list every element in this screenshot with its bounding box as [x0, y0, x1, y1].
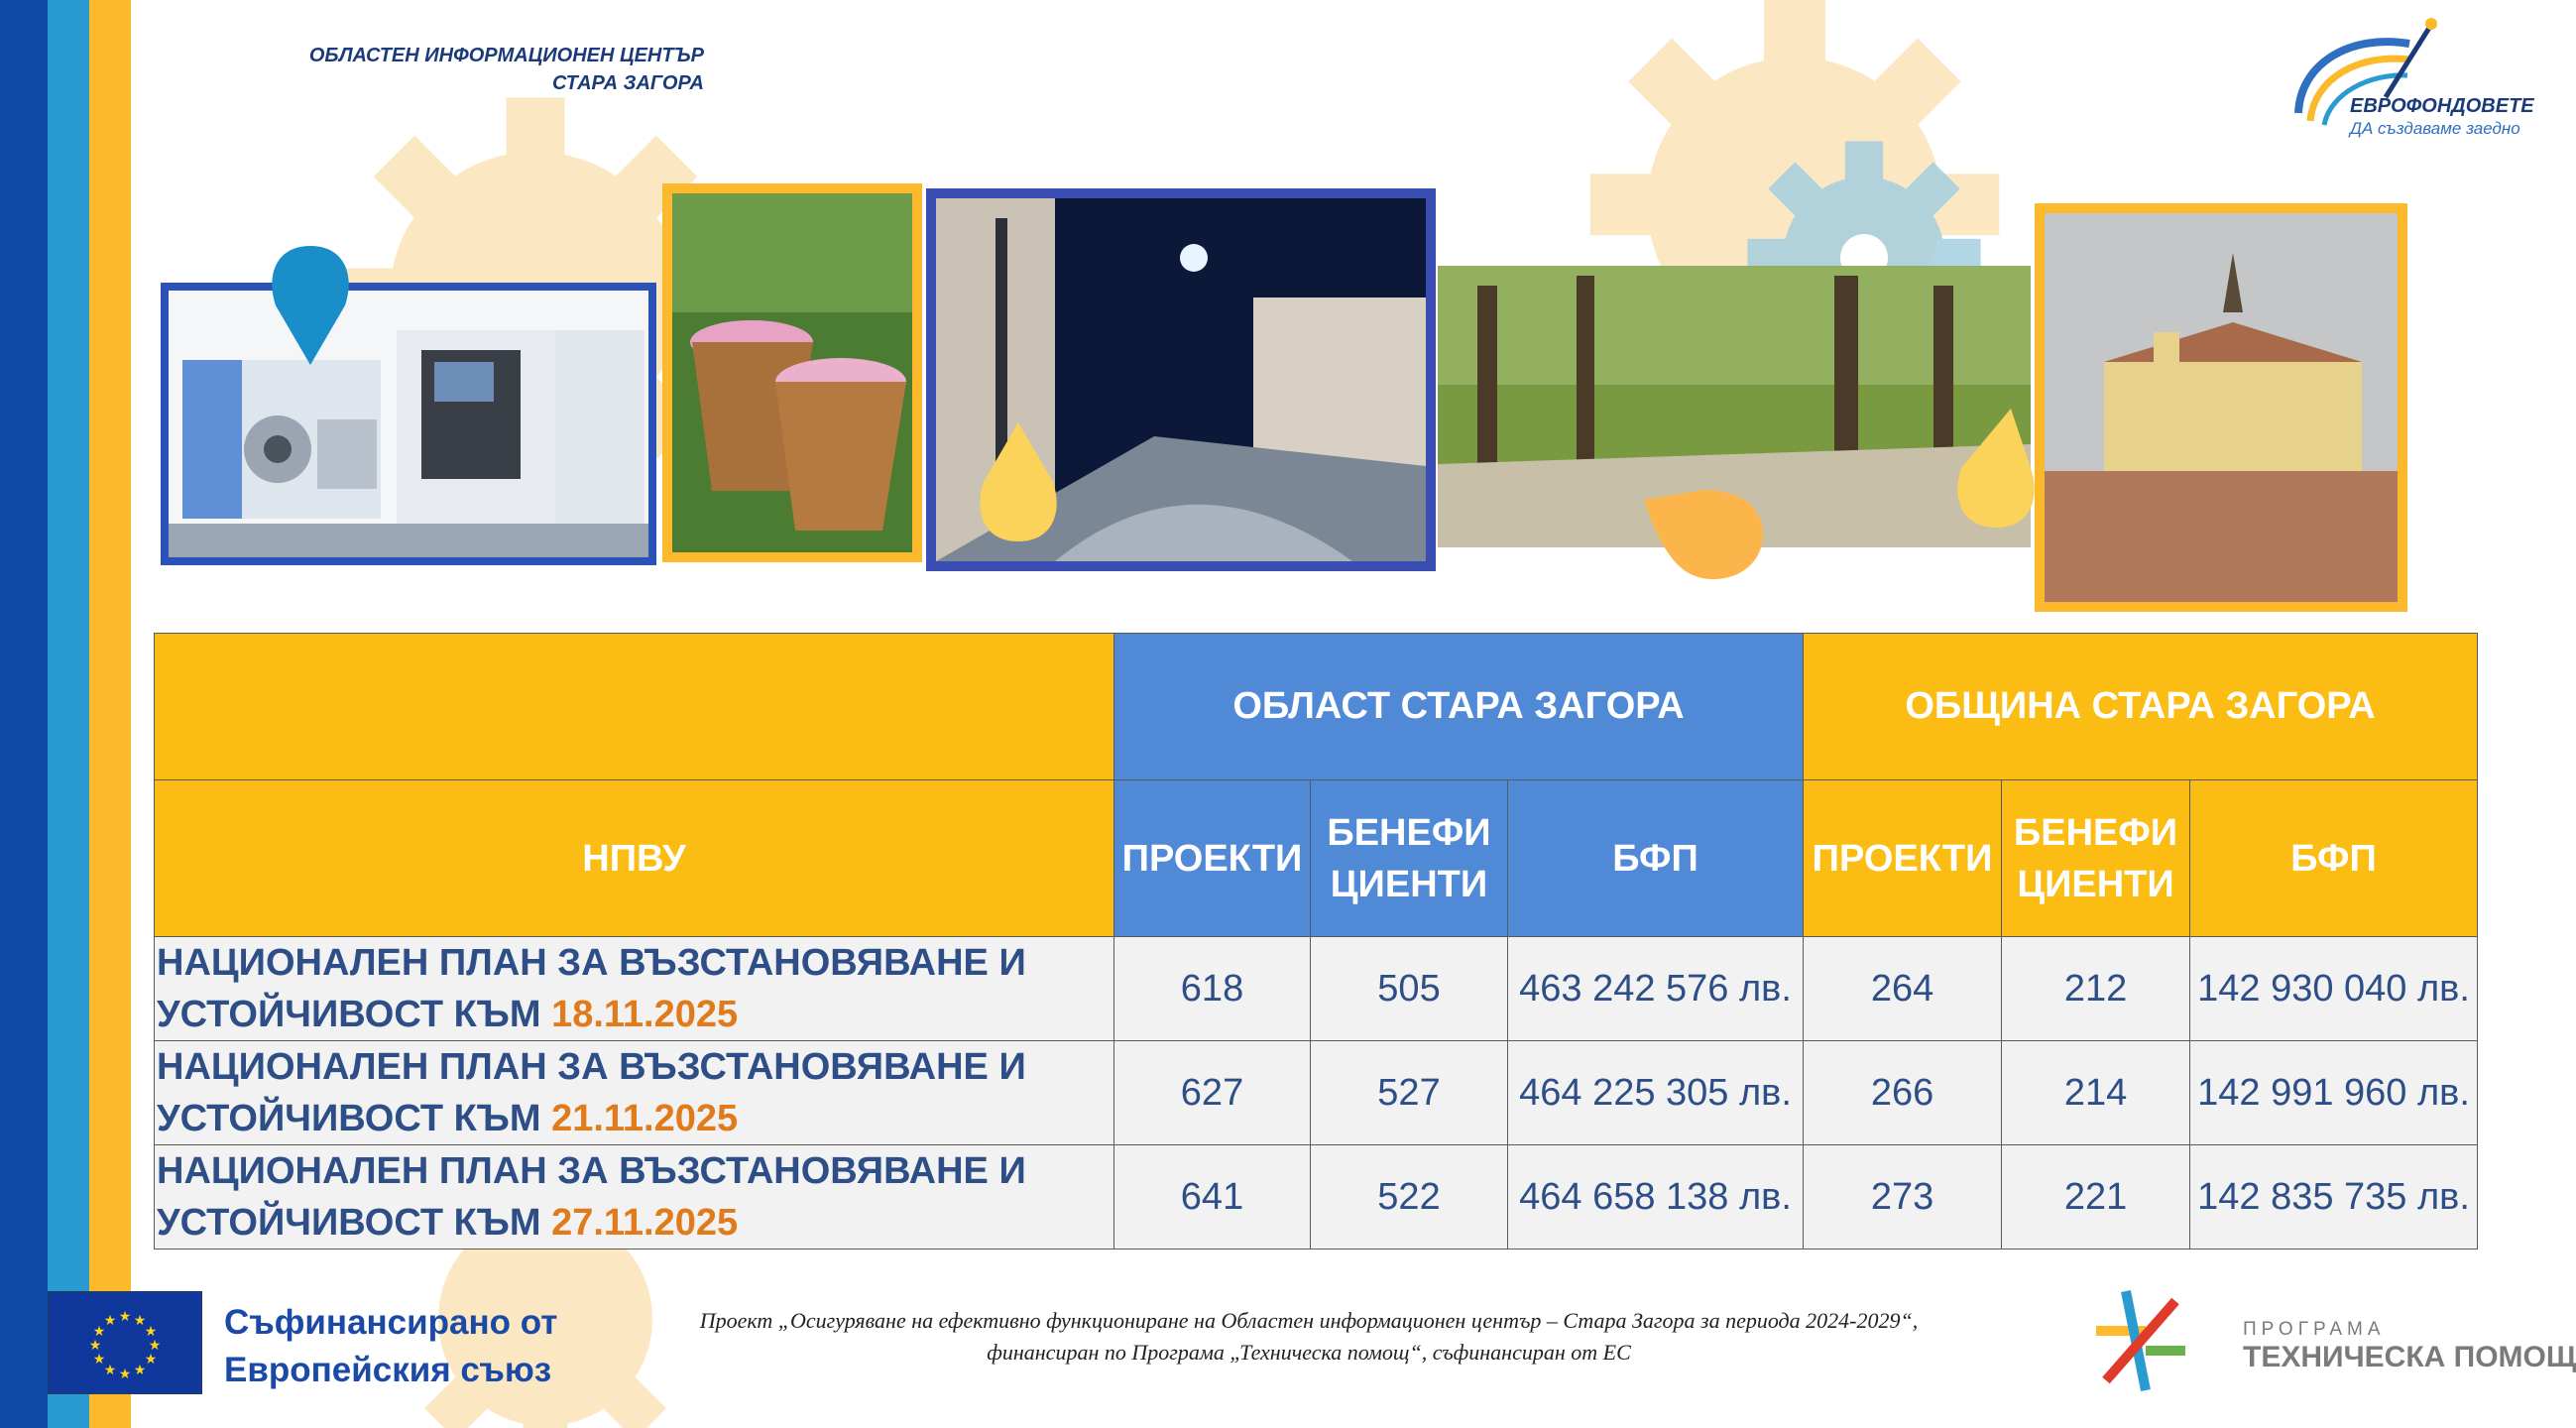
- row-date: 21.11.2025: [551, 1098, 739, 1139]
- municipality-bfp-value: 142 991 960 лв.: [2190, 1041, 2478, 1145]
- beneficiaries-header-part2: ЦИЕНТИ: [1330, 863, 1488, 905]
- row-name-line1: НАЦИОНАЛЕН ПЛАН ЗА ВЪЗСТАНОВЯВАНЕ И: [157, 1150, 1026, 1192]
- svg-text:★: ★: [103, 1363, 117, 1378]
- technical-assistance-logo-icon: [2086, 1281, 2195, 1398]
- municipality-projects-value: 266: [1804, 1041, 2002, 1145]
- drop-icon: [266, 246, 355, 365]
- org-title-line1: ОБЛАСТЕН ИНФОРМАЦИОНЕН ЦЕНТЪР: [308, 45, 704, 66]
- corner-cell: [155, 634, 1114, 780]
- municipality-projects-header: ПРОЕКТИ: [1804, 780, 2002, 937]
- svg-text:★: ★: [118, 1309, 132, 1325]
- row-name: [155, 937, 1114, 1041]
- program-label-line2: ТЕХНИЧЕСКА ПОМОЩ: [2243, 1341, 2576, 1373]
- region-group-header: ОБЛАСТ СТАРА ЗАГОРА: [1114, 634, 1804, 780]
- eu-label-line1: Съфинансирано от: [224, 1303, 558, 1342]
- row-name-line2: УСТОЙЧИВОСТ КЪМ: [157, 1202, 552, 1244]
- row-name-line2: УСТОЙЧИВОСТ КЪМ: [157, 1098, 552, 1139]
- region-projects-value: 618: [1114, 937, 1311, 1041]
- row-name: [155, 1145, 1114, 1250]
- region-bfp-value: 463 242 576 лв.: [1508, 937, 1804, 1041]
- region-beneficiaries-value: 505: [1311, 937, 1508, 1041]
- drop-icon: [974, 422, 1063, 541]
- eu-label-line2: Европейския съюз: [224, 1351, 552, 1389]
- svg-text:★: ★: [103, 1313, 117, 1329]
- region-projects-value: 641: [1114, 1145, 1311, 1250]
- svg-text:★: ★: [133, 1363, 147, 1378]
- row-label-header: НПВУ: [155, 780, 1114, 937]
- row-name-line2: УСТОЙЧИВОСТ КЪМ: [157, 994, 552, 1035]
- npvu-table: [154, 633, 2478, 1250]
- municipality-bfp-value: 142 930 040 лв.: [2190, 937, 2478, 1041]
- drop-icon: [1644, 490, 1763, 579]
- svg-text:★: ★: [92, 1352, 106, 1368]
- municipality-beneficiaries-value: 221: [2002, 1145, 2190, 1250]
- row-date: 27.11.2025: [551, 1202, 739, 1244]
- region-beneficiaries-value: 527: [1311, 1041, 1508, 1145]
- project-note: [595, 1305, 2023, 1368]
- org-title-line2: СТАРА ЗАГОРА: [551, 72, 704, 94]
- municipality-beneficiaries-value: 212: [2002, 937, 2190, 1041]
- eu-cofinanced-label: [224, 1299, 557, 1394]
- program-label-line1: ПРОГРАМА: [2243, 1319, 2386, 1340]
- region-bfp-value: 464 658 138 лв.: [1508, 1145, 1804, 1250]
- municipality-beneficiaries-value: 214: [2002, 1041, 2190, 1145]
- beneficiaries-header-part1: БЕНЕФИ: [1327, 811, 1491, 854]
- region-projects-header: ПРОЕКТИ: [1114, 780, 1311, 937]
- svg-text:★: ★: [118, 1367, 132, 1382]
- eurofunds-logo-line1: ЕВРОФОНДОВЕТЕ: [2350, 95, 2534, 117]
- svg-text:★: ★: [133, 1313, 147, 1329]
- municipality-projects-value: 264: [1804, 937, 2002, 1041]
- stripe-navy: [0, 0, 48, 1428]
- row-date: 18.11.2025: [551, 994, 739, 1035]
- svg-text:★: ★: [144, 1352, 158, 1368]
- region-projects-value: 627: [1114, 1041, 1311, 1145]
- table-row: [155, 937, 2478, 1041]
- municipality-bfp-header: БФП: [2190, 780, 2478, 937]
- project-note-line2: финансиран по Програма „Техническа помощ“, съфинансиран от ЕС: [987, 1340, 1631, 1365]
- svg-text:★: ★: [148, 1338, 162, 1354]
- region-beneficiaries-header: [1311, 780, 1508, 937]
- row-name-line1: НАЦИОНАЛЕН ПЛАН ЗА ВЪЗСТАНОВЯВАНЕ И: [157, 1046, 1026, 1088]
- table-row: [155, 1145, 2478, 1250]
- municipality-group-header: ОБЩИНА СТАРА ЗАГОРА: [1804, 634, 2478, 780]
- project-note-line1: Проект „Осигуряване на ефективно функциониране на Областен информационен център – Стара Загора за периода 2024-2029“,: [699, 1308, 1919, 1333]
- photo-rose-baskets: [662, 183, 922, 562]
- region-bfp-header: БФП: [1508, 780, 1804, 937]
- eurofunds-logo[interactable]: [2290, 14, 2534, 153]
- svg-text:★: ★: [92, 1324, 106, 1340]
- region-beneficiaries-value: 522: [1311, 1145, 1508, 1250]
- municipality-beneficiaries-header: [2002, 780, 2190, 937]
- eu-stars-icon: [50, 1293, 200, 1392]
- row-name: [155, 1041, 1114, 1145]
- beneficiaries-header-part2: ЦИЕНТИ: [2017, 863, 2174, 905]
- eurofunds-logo-line2: ДА създаваме заедно: [2350, 119, 2520, 138]
- stripe-yellow: [89, 0, 131, 1428]
- municipality-projects-value: 273: [1804, 1145, 2002, 1250]
- region-bfp-value: 464 225 305 лв.: [1508, 1041, 1804, 1145]
- row-name-line1: НАЦИОНАЛЕН ПЛАН ЗА ВЪЗСТАНОВЯВАНЕ И: [157, 942, 1026, 984]
- org-title: [278, 42, 704, 97]
- beneficiaries-header-part1: БЕНЕФИ: [2013, 811, 2178, 854]
- stripe-cyan: [48, 0, 89, 1428]
- svg-text:★: ★: [144, 1324, 158, 1340]
- photo-church: [2035, 203, 2407, 612]
- svg-text:★: ★: [88, 1338, 102, 1354]
- municipality-bfp-value: 142 835 735 лв.: [2190, 1145, 2478, 1250]
- table-row: [155, 1041, 2478, 1145]
- photo-cnc-machine: [161, 283, 656, 565]
- eu-flag-icon: [48, 1291, 202, 1394]
- drop-icon: [1951, 409, 2041, 528]
